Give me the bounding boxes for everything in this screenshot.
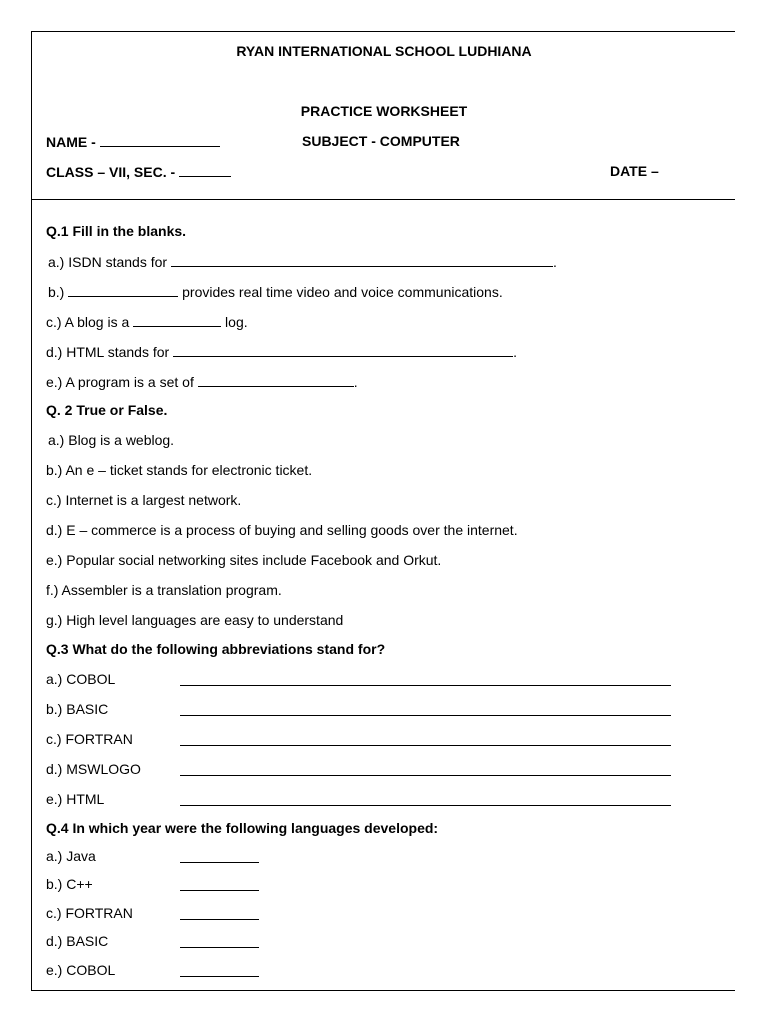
q4-title: Q.4 In which year were the following languages developed: <box>46 820 439 836</box>
q4-item: c.) FORTRAN <box>46 905 133 921</box>
class-field <box>46 162 231 181</box>
school-name: RYAN INTERNATIONAL SCHOOL LUDHIANA <box>236 43 532 59</box>
q2-item: a.) Blog is a weblog. <box>48 432 175 448</box>
q4-answer-line[interactable] <box>180 976 259 977</box>
q2-item: c.) Internet is a largest network. <box>46 492 242 508</box>
q2-item: b.) An e – ticket stands for electronic ticket. <box>46 462 313 478</box>
q3-item: b.) BASIC <box>46 701 109 717</box>
class-label: CLASS – VII, SEC. - <box>46 164 180 180</box>
q1-d-blank[interactable] <box>173 342 513 357</box>
q4-item: b.) C++ <box>46 876 93 892</box>
worksheet-title: PRACTICE WORKSHEET <box>300 103 468 119</box>
q1-a-blank[interactable] <box>171 252 553 267</box>
q3-item: a.) COBOL <box>46 671 116 687</box>
date-label: DATE – <box>610 163 659 179</box>
q4-answer-line[interactable] <box>180 890 259 891</box>
q4-item: e.) COBOL <box>46 962 116 978</box>
q2-item: d.) E – commerce is a process of buying and selling goods over the internet. <box>46 522 518 538</box>
q1-item-e: e.) A program is a set of . <box>46 374 358 390</box>
q2-title: Q. 2 True or False. <box>46 402 168 418</box>
q4-answer-line[interactable] <box>180 862 259 863</box>
q3-answer-line[interactable] <box>180 775 671 776</box>
q1-b-blank[interactable] <box>68 282 178 297</box>
q1-e-blank[interactable] <box>198 372 354 387</box>
q2-item: f.) Assembler is a translation program. <box>46 582 282 598</box>
q1-title: Q.1 Fill in the blanks. <box>46 223 187 239</box>
q3-item: c.) FORTRAN <box>46 731 133 747</box>
q1-item-a: a.) ISDN stands for . <box>48 254 557 270</box>
q3-answer-line[interactable] <box>180 685 671 686</box>
q2-item: g.) High level languages are easy to understand <box>46 612 344 628</box>
q3-answer-line[interactable] <box>180 805 671 806</box>
q4-answer-line[interactable] <box>180 919 259 920</box>
q2-item: e.) Popular social networking sites include Facebook and Orkut. <box>46 552 442 568</box>
q3-item: e.) HTML <box>46 791 105 807</box>
header-divider <box>31 199 735 200</box>
q3-answer-line[interactable] <box>180 715 671 716</box>
q1-item-c: c.) A blog is a log. <box>46 314 248 330</box>
q1-c-blank[interactable] <box>133 312 221 327</box>
q3-answer-line[interactable] <box>180 745 671 746</box>
q3-title: Q.3 What do the following abbreviations stand for? <box>46 641 386 657</box>
q1-item-b: b.) provides real time video and voice communications. <box>48 284 503 300</box>
q4-item: d.) BASIC <box>46 933 109 949</box>
name-blank[interactable] <box>100 132 220 147</box>
subject-label: SUBJECT - COMPUTER <box>302 133 460 149</box>
section-blank[interactable] <box>179 162 231 177</box>
q4-answer-line[interactable] <box>180 947 259 948</box>
q3-item: d.) MSWLOGO <box>46 761 141 777</box>
q4-item: a.) Java <box>46 848 96 864</box>
q1-item-d: d.) HTML stands for . <box>46 344 517 360</box>
name-field <box>46 132 220 151</box>
name-label: NAME - <box>46 134 100 150</box>
